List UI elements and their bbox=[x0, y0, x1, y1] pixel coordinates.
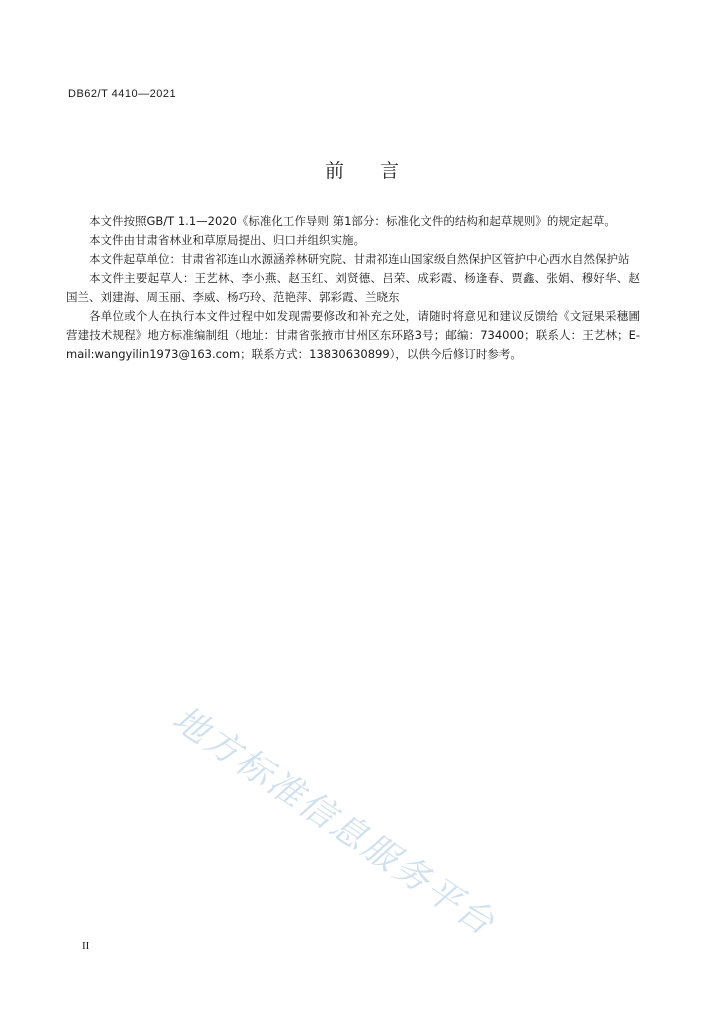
paragraph-feedback: 各单位或个人在执行本文件过程中如发现需要修改和补充之处，请随时将意见和建议反馈给《文冠果采穗圃营建技术规程》地方标准编制组（地址：甘肃省张掖市甘州区东环路3号；邮编：734000；联系人：王艺林；E-mail:wangyilin1973@163.com；联系方式：13830630899），以供今后修订时参考。 bbox=[66, 309, 640, 361]
paragraph-proposer: 本文件由甘肃省林业和草原局提出、归口并组织实施。 bbox=[89, 233, 365, 247]
paragraph-drafters: 本文件主要起草人：王艺林、李小燕、赵玉红、刘贤德、吕荣、成彩霞、杨逢春、贾鑫、张娟、穆好华、赵国兰、刘建海、周玉丽、李威、杨巧玲、范艳萍、郭彩霞、兰晓东 bbox=[66, 271, 640, 304]
document-code: DB62/T 4410—2021 bbox=[68, 88, 177, 100]
paragraph-drafting-units: 本文件起草单位：甘肃省祁连山水源涵养林研究院、甘肃祁连山国家级自然保护区管护中心西水自然保护站 bbox=[89, 252, 630, 266]
paragraph-drafting-basis: 本文件按照GB/T 1.1—2020《标准化工作导则 第1部分：标准化文件的结构和起草规则》的规定起草。 bbox=[89, 214, 616, 228]
section-title: 前言 bbox=[324, 160, 435, 182]
body-text bbox=[66, 212, 640, 364]
page-number: II bbox=[82, 940, 90, 952]
watermark: 地方标准信息服务平台 bbox=[165, 698, 503, 945]
